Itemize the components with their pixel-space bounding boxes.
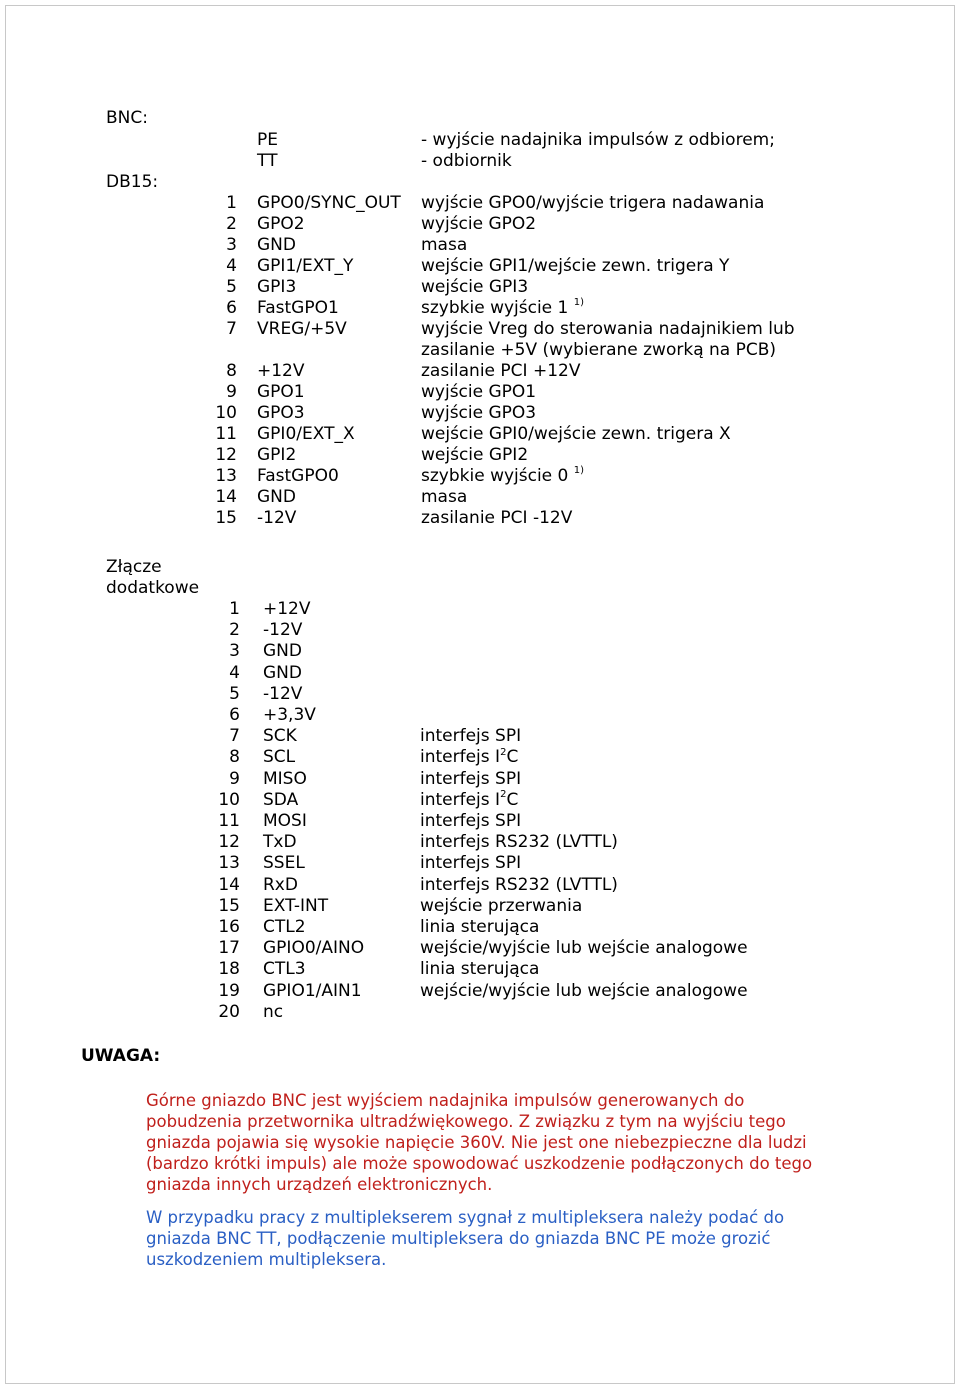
pin-description-text: wejście/wyjście lub wejście analogowe (420, 980, 748, 1001)
pin-description (420, 917, 539, 938)
pin-number: 9 (226, 382, 237, 402)
pin-description-text: wejście przerwania (420, 895, 583, 916)
pin-description (421, 403, 536, 424)
pin-description-text: zasilanie PCI -12V (421, 508, 573, 528)
pin-number: 2 (226, 214, 237, 234)
pin-description (420, 726, 521, 747)
pin-name: CTL2 (263, 917, 306, 937)
pin-description-text: wejście GPI3 (421, 277, 529, 297)
pin-description-text: interfejs SPI (420, 811, 522, 831)
bnc-pe-name: PE (257, 130, 278, 150)
pin-description (421, 487, 467, 508)
pin-number: 7 (226, 319, 237, 339)
pin-description (420, 832, 618, 853)
pin-name: +12V (263, 599, 311, 619)
db15-label: DB15: (106, 172, 159, 192)
pin-number: 8 (229, 747, 240, 768)
bnc-tt-desc: - odbiornik (421, 151, 512, 171)
pin-name: GPIO1/AIN1 (263, 980, 362, 1001)
pin-description (420, 959, 539, 980)
bnc-tt-name: TT (257, 151, 278, 171)
pin-description-tail: C (506, 789, 519, 810)
pin-description (420, 938, 748, 959)
pin-description-text: szybkie wyjście 0 (421, 466, 569, 486)
pin-number: 19 (218, 980, 240, 1001)
pin-description-text: wejście/wyjście lub wejście analogowe (420, 938, 748, 959)
pin-description-text: wejście GPI0/wejście zewn. trigera X (421, 424, 731, 444)
pin-description (421, 193, 764, 214)
pin-number: 18 (218, 959, 240, 980)
pin-number: 10 (215, 403, 237, 423)
pin-number: 13 (218, 853, 240, 874)
pin-description (421, 508, 572, 529)
pin-number: 2 (229, 620, 240, 641)
pin-description-text: wyjście GPO0/wyjście trigera nadawania (421, 193, 765, 213)
pin-description-text: interfejs RS232 (LVTTL) (420, 832, 618, 853)
pin-description-text: szybkie wyjście 1 (421, 298, 569, 318)
pin-name: GND (257, 235, 296, 255)
pin-number: 7 (229, 726, 240, 747)
pin-number: 15 (218, 895, 240, 916)
pin-name: GND (257, 487, 296, 507)
pin-name: GPI2 (257, 445, 297, 465)
pin-name: FastGPO1 (257, 298, 339, 318)
pin-number: 1 (229, 599, 240, 619)
pin-name: SDA (263, 789, 299, 810)
footnote-mark: 1) (573, 465, 585, 477)
pin-name: +3,3V (263, 705, 316, 725)
pin-number: 12 (218, 832, 240, 853)
pin-number: 11 (215, 424, 237, 444)
pin-description-text: interfejs SPI (420, 853, 522, 874)
pin-description-text: interfejs RS232 (LVTTL) (420, 874, 618, 895)
pin-number: 12 (215, 445, 237, 465)
pin-description-text: wyjście GPO1 (421, 382, 537, 402)
pin-number: 5 (229, 683, 240, 704)
superscript: 2 (500, 746, 507, 758)
pin-name: GND (263, 641, 302, 662)
pin-name: SCK (263, 726, 297, 747)
pin-description-text: masa (421, 235, 468, 255)
pin-number: 8 (226, 361, 237, 381)
pin-description (421, 319, 795, 340)
pin-description (420, 981, 748, 1002)
pin-name: MISO (263, 768, 307, 789)
pin-name: GPI0/EXT_X (257, 424, 355, 444)
pin-description-text: zasilanie PCI +12V (421, 361, 581, 381)
pin-number: 4 (229, 662, 240, 683)
pin-name: -12V (263, 620, 303, 641)
pin-number: 17 (218, 938, 240, 959)
pin-number: 20 (218, 1001, 240, 1022)
pin-description (420, 769, 521, 790)
pin-description (420, 875, 618, 896)
pin-description-text: interfejs SPI (420, 726, 522, 747)
bnc-pe-desc: - wyjście nadajnika impulsów z odbiorem; (421, 130, 775, 150)
warning-blue-text (146, 1207, 866, 1270)
pin-description (421, 466, 584, 487)
pin-number: 6 (229, 705, 240, 725)
pin-description (420, 747, 518, 768)
pin-name: VREG/+5V (257, 319, 347, 339)
pin-number: 16 (218, 917, 240, 937)
pin-name: nc (263, 1001, 284, 1022)
pin-name: GPI3 (257, 277, 297, 297)
warning-blue-line: uszkodzeniem multipleksera. (146, 1250, 387, 1269)
pin-name: +12V (257, 361, 305, 381)
pin-description (421, 298, 584, 319)
pin-name: GND (263, 662, 302, 683)
pin-description (421, 235, 467, 256)
pin-number: 11 (218, 811, 240, 831)
pin-number: 3 (229, 641, 240, 662)
pin-description (420, 853, 521, 874)
pin-description-text: wyjście GPO3 (421, 403, 537, 423)
pin-name: CTL3 (263, 959, 306, 980)
pin-description-text: masa (421, 487, 468, 507)
pin-name: GPO0/SYNC_OUT (257, 193, 401, 213)
pin-number: 5 (226, 277, 237, 297)
bnc-label: BNC: (106, 108, 148, 128)
pin-name: GPO1 (257, 382, 305, 402)
pin-number: 15 (215, 508, 237, 528)
pin-description-text: wejście GPI1/wejście zewn. trigera Y (421, 256, 730, 276)
warning-red-line: Górne gniazdo BNC jest wyjściem nadajnika impulsów generowanych do (146, 1091, 745, 1110)
pin-description (421, 445, 528, 466)
pin-name: GPO2 (257, 214, 305, 234)
pin-name: TxD (263, 832, 297, 853)
warning-red-line: pobudzenia przetwornika ultradźwiękowego. Z związku z tym na wyjściu tego (146, 1112, 786, 1131)
warning-red-text (146, 1090, 866, 1195)
extra-label-line1: Złącze (106, 557, 162, 577)
pin-name: RxD (263, 874, 298, 895)
warning-blue-line: W przypadku pracy z multiplekserem sygnał z multipleksera należy podać do (146, 1208, 785, 1227)
pin-number: 14 (218, 874, 240, 895)
footnote-mark: 1) (573, 297, 585, 309)
pin-description (420, 790, 518, 811)
extra-label-line2: dodatkowe (106, 578, 200, 598)
pin-description (421, 214, 536, 235)
warning-red-line: gniazda pojawia się wysokie napięcie 360V. Nie jest one niebezpieczne dla ludzi (146, 1133, 807, 1152)
warning-red-line: gniazda innych urządzeń elektronicznych. (146, 1175, 493, 1194)
pin-description (420, 811, 521, 832)
pin-description-text: wyjście GPO2 (421, 214, 537, 234)
pin-description (421, 256, 729, 277)
pin-description-text: linia sterująca (420, 959, 540, 980)
pin-description-cont: zasilanie +5V (wybierane zworką na PCB) (421, 340, 777, 360)
pin-name: GPI1/EXT_Y (257, 256, 354, 276)
pin-name: GPO3 (257, 403, 305, 423)
pin-number: 13 (215, 466, 237, 486)
pin-description (421, 382, 536, 403)
warning-red-line: (bardzo krótki impuls) ale może spowodować uszkodzenie podłączonych do tego (146, 1154, 813, 1173)
pin-description (421, 277, 528, 298)
pin-name: EXT-INT (263, 895, 329, 916)
pin-name: -12V (263, 683, 303, 704)
pin-name: GPIO0/AINO (263, 938, 365, 959)
pin-description-text: interfejs SPI (420, 768, 522, 789)
pin-description-text: interfejs I (420, 747, 501, 768)
pin-description (421, 424, 731, 445)
pin-description-text: linia sterująca (420, 917, 540, 937)
pin-name: MOSI (263, 811, 307, 831)
pin-number: 4 (226, 256, 237, 276)
pin-description (421, 361, 580, 382)
pin-name: SSEL (263, 853, 305, 874)
pin-name: -12V (257, 508, 297, 528)
pin-name: FastGPO0 (257, 466, 339, 486)
pin-number: 6 (226, 298, 237, 318)
pin-number: 1 (226, 193, 237, 213)
pin-description-text: wyjście Vreg do sterowania nadajnikiem lub (421, 319, 795, 339)
pin-description (420, 896, 582, 917)
pin-name: SCL (263, 747, 296, 768)
pin-number: 14 (215, 487, 237, 507)
pin-number: 3 (226, 235, 237, 255)
superscript: 2 (500, 789, 507, 801)
pin-description-text: interfejs I (420, 789, 501, 810)
warning-blue-line: gniazda BNC TT, podłączenie multipleksera do gniazda BNC PE może grozić (146, 1229, 771, 1248)
pin-description-text: wejście GPI2 (421, 445, 529, 465)
warning-title: UWAGA: (81, 1046, 161, 1066)
pin-description-tail: C (506, 747, 519, 768)
pin-number: 10 (218, 789, 240, 810)
pin-number: 9 (229, 768, 240, 789)
